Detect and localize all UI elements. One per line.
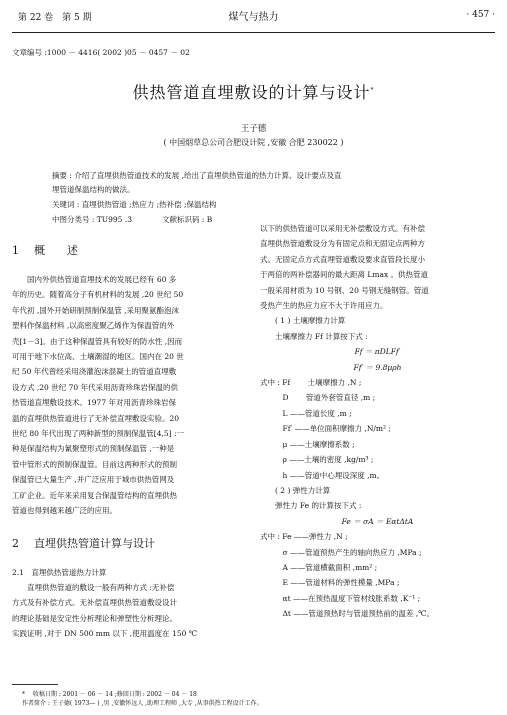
text-line: αt ——在预热温度下管材线胀系数 ,K⁻¹ ; [260,593,421,603]
text-line: μ ——土壤摩擦系数 ; [260,439,355,449]
section-heading-2: 2 直埋供热管道计算与设计 [12,536,155,550]
footnote-rule [12,684,58,685]
text-line: A ——管道横截面积 ,mm² ; [260,562,378,572]
text-line: Δt ——管道预热时与管道预热前的温差 ,℃。 [260,609,434,619]
text-line: 温的直埋供热管道进行了无补偿直埋敷设实验。20 [12,413,180,423]
sub1-intro: 土壤摩擦力 Ff 计算按下式 : [275,331,368,341]
text-line: 国内外供热管道直埋技术的发展已经有 60 多 [27,275,177,284]
sub1-title: ( 1 ) 土壤摩擦力计算 [275,316,346,326]
paper-title: 供热管道直埋敷设的计算与设计* [132,83,375,102]
text-line: 以下的供热管道可以采用无补偿敷设方式。有补偿 [260,224,425,233]
running-header-volume: 第 22 卷 第 5 期 [18,13,92,23]
classification: 中图分类号 : TU995 .3 文献标识码 : B [52,215,213,224]
text-line: L ——管道长度 ,m ; [260,408,352,418]
text-line: 保温管已大量生产 ,并广泛应用于城市供热管网及 [12,475,175,485]
text-line: 直埋供热管道敷设分为有固定点和无固定点两种方 [260,239,425,249]
affiliation: ( 中国烟草总公司合肥设计院 ,安徽 合肥 230022 ) [163,138,344,147]
text-line: 管道也得到越来越广泛的应用。 [12,506,117,516]
page-number: · 457 · [466,10,495,20]
keywords: 关键词 : 直埋供热管道 ;热应力 ;热补偿 ;保温结构 [52,200,217,209]
title-footnote-mark: * [370,86,375,94]
text-line: 可用于地下水位高、土壤潮湿的地区。国内在 20 世 [12,352,184,362]
text-line: 式中 : Ff 土壤摩擦力 ,N ; [260,378,362,388]
sub2-title: ( 2 ) 弹性力计算 [275,485,331,495]
section-1-body [12,272,244,519]
subsection-heading: 2.1 直埋供热管道热力计算 [12,567,107,577]
text-line: 一般采用材质为 10 号钢、20 号钢无缝钢管。管道 [260,285,429,295]
text-line: σ ——管道预热产生的轴向热应力 ,MPa ; [260,547,422,557]
text-line: 年代初 ,国外开始研制预制保温管 ,采用聚氨酯泡沫 [12,305,180,315]
text-line: 年的历史。随着高分子有机材料的发展 ,20 世纪 50 [12,290,184,300]
text-line: 工矿企业。近年来采用复合保温管结构的直埋供热 [12,490,177,500]
text-line: 式中 : Fe ——弹性力 ,N ; [260,532,348,542]
text-line: 受热产生的热应力应不大于许用应力。 [260,301,388,311]
sub1-definitions [260,375,495,483]
article-number: 文章编号 :1000 － 4416( 2002 )05 － 0457 － 02 [12,48,190,57]
text-line: 直埋供热管道的敷设一般有两种方式 :无补偿 [27,582,175,592]
sub2-intro: 弹性力 Fe 的计算按下式 : [275,501,362,511]
abstract-line: 摘要 : 介绍了直埋供热管道技术的发展 ,给出了直埋供热管道的热力计算、设计要点及直 [52,171,342,180]
section-heading-1: 1 概 述 [12,244,78,257]
subsection-2-1-body [12,580,244,642]
equation-elastic: Fe ＝ σA ＝ EαtΔtA [341,516,414,526]
text-line: 式。无固定点方式直埋管道敷设要求直管段长度小 [260,254,425,264]
right-column [260,221,495,622]
text-line: h ——管道中心埋设深度 ,m。 [260,470,385,480]
text-line: 方式及有补偿方式。无补偿直埋供热管道敷设设计 [12,598,177,608]
header-rule [12,32,495,33]
text-line: 世纪 80 年代出现了两种新型的预制保温管[4,5] :一 [12,429,185,439]
text-line: 塑料作保温材料 ,以高密度聚乙烯作为保温管的外 [12,321,175,331]
text-line: 纪 50 年代曾经采用浇灌泡沫混凝土的管道直埋敷 [12,367,177,377]
text-line: 种是保温结构为氰聚塑形式的预制保温管 ,一种是 [12,444,175,454]
text-line: 的理论基础是安定性分析理论和弹塑性分析理论。 [12,613,177,623]
text-line: D 管道外套管直径 ,m ; [260,393,376,403]
text-line: E ——管道材料的弹性模量 ,MPa ; [260,578,400,588]
text-line: 壳[1－3]。由于这种保温管具有较好的防水性 ,因而 [12,336,183,346]
equation-unit-friction: Ff′ ＝ 9.8μρh [353,362,402,372]
text-line: 管中管形式的预制保温管。目前这两种形式的预制 [12,459,177,469]
sub2-definitions [260,529,495,621]
abstract-line: 埋管道保温结构的做法。 [52,185,135,194]
text-line: 热管道直埋敷设技术。1977 年对用沥青珍珠岩保 [12,398,176,408]
footnote-author-bio: 作者简介 : 王子德( 1973— ) ,男 ,安徽怀远人 ,助理工程师 ,大专 ,从事供热工程设计工作。 [22,700,263,707]
text-line: 实践证明 ,对于 DN 500 mm 以下 ,使用温度在 150 ℃ [12,629,198,639]
running-header-journal: 煤气与热力 [228,12,279,23]
text-line: Ff′ ——单位面积摩擦力 ,N/m² ; [260,424,391,434]
text-line: ρ ——土壤的密度 ,kg/m³ ; [260,455,374,465]
right-column-intro [260,221,495,313]
equation-friction: Ff ＝ πDLFf′ [354,347,401,357]
footnote-dates: * 收稿日期 : 2001 － 06 － 14 ;修回日期 : 2002 － 04 － 18 [22,691,197,698]
text-line: 于两倍的两补偿器间的最大距离 Lmax 。供热管道 [260,270,429,280]
text-line: 设方式 ,20 世纪 70 年代采用沥青珍珠岩保温的供 [12,382,179,392]
left-column [12,240,244,642]
author: 王子德 [240,124,267,134]
